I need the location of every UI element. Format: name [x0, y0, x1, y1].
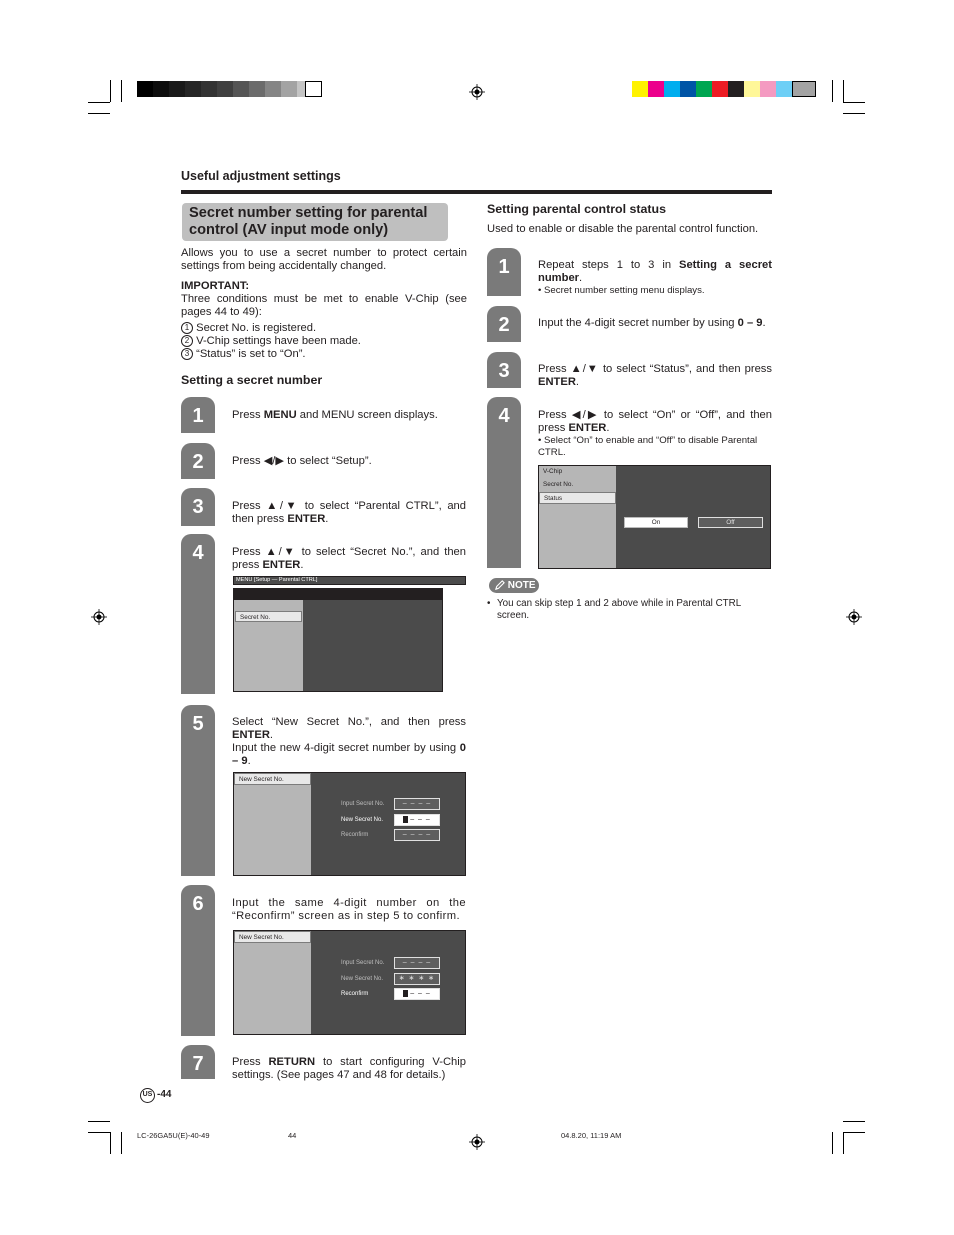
- step-number: 5: [192, 713, 204, 735]
- region-badge: US: [140, 1088, 155, 1103]
- osd-input-field[interactable]: ∗ ∗ ∗ ∗: [394, 973, 440, 985]
- osd-panel: [233, 588, 443, 692]
- step-tab: [181, 488, 215, 526]
- header-rule: [181, 190, 772, 194]
- step-number: 3: [498, 360, 510, 382]
- osd-row-label: Input Secret No.: [341, 801, 385, 807]
- intro-text: Allows you to use a secret number to protect certain settings from being accidentally changed.: [181, 247, 467, 272]
- osd-menu-item[interactable]: V-Chip: [539, 466, 616, 478]
- osd-menu-item[interactable]: Secret No.: [539, 479, 616, 491]
- osd-new-secret: [233, 772, 466, 876]
- pencil-icon: [494, 580, 505, 591]
- step-number: 2: [192, 451, 204, 473]
- osd-left-pane: [234, 931, 311, 1034]
- osd-input-field[interactable]: – – – –: [394, 957, 440, 969]
- osd-status-menu: [538, 465, 771, 569]
- subheading-secret-number: Setting a secret number: [181, 373, 323, 387]
- registration-mark-icon: [469, 84, 485, 100]
- step-number: 6: [192, 893, 204, 915]
- step-bullet: • Select “On” to enable and “Off” to disable Parental CTRL.: [538, 435, 758, 458]
- important-text: Three conditions must be met to enable V-Chip (see pages 44 to 49):: [181, 293, 467, 318]
- step-text: Press ▲/▼ to select “Parental CTRL”, and then press ENTER.: [232, 500, 466, 525]
- registration-mark-icon: [846, 609, 862, 625]
- right-intro: Used to enable or disable the parental control function.: [487, 223, 759, 235]
- osd-input-field[interactable]: – – – –: [394, 829, 440, 841]
- osd-row-label: Reconfirm: [341, 991, 369, 997]
- osd-title-bar: MENU [Setup — Parental CTRL]: [233, 576, 466, 585]
- osd-tab[interactable]: New Secret No.: [234, 931, 311, 943]
- print-timestamp: 04.8.20, 11:19 AM: [561, 1131, 622, 1140]
- off-button[interactable]: Off: [698, 517, 763, 528]
- step-number: 1: [498, 256, 510, 278]
- page-number: -44: [157, 1089, 172, 1100]
- registration-mark-icon: [91, 609, 107, 625]
- step-text: Press ▲/▼ to select “Status”, and then press ENTER.: [538, 363, 772, 388]
- step-tab: [181, 443, 215, 479]
- note-badge: [489, 578, 539, 593]
- osd-input-field[interactable]: – – –: [394, 988, 440, 1000]
- note-text: You can skip step 1 and 2 above while in Parental CTRL screen.: [497, 598, 741, 621]
- note-text-block: • You can skip step 1 and 2 above while in Parental CTRL screen.: [487, 598, 773, 621]
- osd-row-label: Input Secret No.: [341, 960, 385, 966]
- step-tab: [181, 1045, 215, 1079]
- step-text: Select “New Secret No.”, and then press ENTER. Input the new 4-digit secret number by using 0 – 9.: [232, 716, 466, 767]
- circled-number: 2: [181, 335, 193, 347]
- condition-item: [181, 348, 467, 361]
- step-number: 4: [192, 542, 204, 564]
- step-text: Press ◀/▶ to select “On” or “Off”, and then press ENTER.: [538, 409, 772, 434]
- step-tab: [181, 885, 215, 1036]
- step-number: 4: [498, 405, 510, 427]
- subheading-parental-status: Setting parental control status: [487, 202, 666, 216]
- step-text: Press MENU and MENU screen displays.: [232, 409, 438, 421]
- note-label: NOTE: [507, 580, 536, 591]
- step-tab: [487, 397, 521, 568]
- osd-input-field[interactable]: – – – –: [394, 798, 440, 810]
- step-number: 7: [192, 1053, 204, 1075]
- osd-row-label: New Secret No.: [341, 976, 384, 982]
- osd-left-pane: [234, 773, 311, 875]
- step-text: Input the 4-digit secret number by using 0 – 9.: [538, 317, 766, 329]
- step-text: Input the same 4-digit number on the “Reconfirm” screen as in step 5 to confirm.: [232, 897, 466, 922]
- on-button[interactable]: On: [624, 517, 688, 528]
- circled-number: 3: [181, 348, 193, 360]
- step-number: 2: [498, 314, 510, 336]
- osd-row-label: New Secret No.: [341, 817, 384, 823]
- step-number: 1: [192, 405, 204, 427]
- condition-item: [181, 322, 467, 335]
- step-tab: [487, 352, 521, 388]
- file-name: LC-26GA5U(E)-40-49: [137, 1131, 210, 1140]
- step-tab: [487, 306, 521, 342]
- registration-mark-icon: [469, 1134, 485, 1150]
- step-tab: [487, 248, 521, 296]
- step-bullet: • Secret number setting menu displays.: [538, 285, 705, 296]
- page-title: Secret number setting for parental control (AV input mode only): [182, 203, 448, 241]
- step-number: 3: [192, 496, 204, 518]
- condition-text: Secret No. is registered.: [196, 322, 317, 334]
- osd-input-field[interactable]: – – –: [394, 814, 440, 826]
- osd-reconfirm: [233, 930, 466, 1035]
- section-heading: Useful adjustment settings: [181, 169, 341, 183]
- important-label: IMPORTANT:: [181, 280, 250, 292]
- step-text: Repeat steps 1 to 3 in Setting a secret number.: [538, 259, 772, 284]
- condition-text: “Status” is set to “On”.: [196, 348, 306, 360]
- circled-number: 1: [181, 322, 193, 334]
- step-tab: [181, 705, 215, 876]
- osd-header-strip: [234, 589, 442, 600]
- condition-text: V-Chip settings have been made.: [196, 335, 361, 347]
- osd-row-label: Reconfirm: [341, 832, 369, 838]
- osd-menu-item[interactable]: Status: [539, 492, 616, 504]
- osd-tab[interactable]: New Secret No.: [234, 773, 311, 785]
- conditions-list: [181, 322, 467, 361]
- step-text: Press RETURN to start configuring V-Chip settings. (See pages 47 and 48 for details.): [232, 1056, 466, 1081]
- step-tab: [181, 534, 215, 694]
- step-text: Press ◀/▶ to select “Setup”.: [232, 455, 372, 467]
- sheet-number: 44: [288, 1131, 297, 1140]
- step-text: Press ▲/▼ to select “Secret No.”, and then press ENTER.: [232, 546, 466, 571]
- osd-menu-item[interactable]: Secret No.: [235, 611, 302, 622]
- condition-item: [181, 335, 467, 348]
- step-tab: [181, 397, 215, 433]
